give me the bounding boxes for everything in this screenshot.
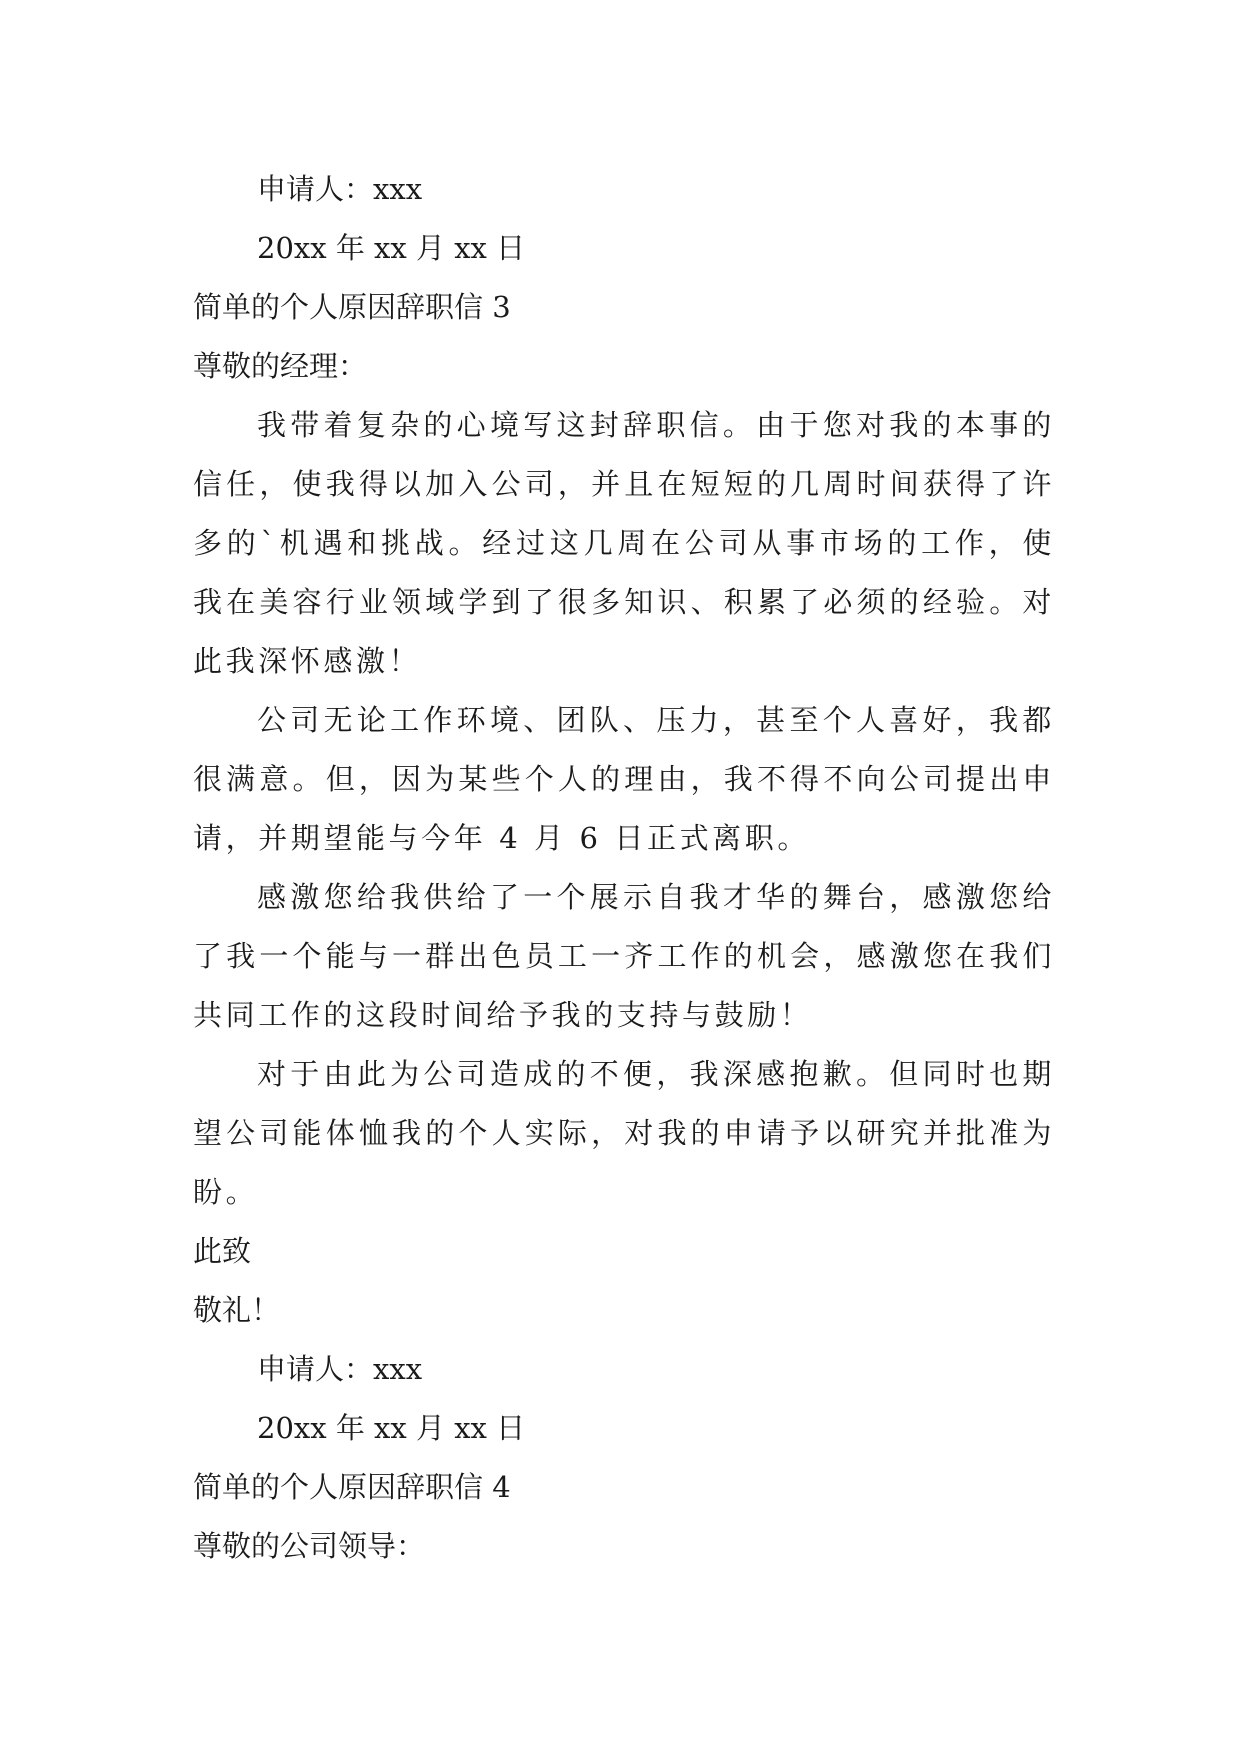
salutation: 尊敬的经理： (193, 349, 368, 383)
body-paragraph: 对于由此为公司造成的不便，我深感抱歉。但同时也期望公司能体恤我的个人实际，对我的申请予以研究并批准为盼。 (193, 1057, 1055, 1209)
letter-title: 简单的个人原因辞职信 4 (193, 1470, 511, 1504)
applicant-signature: 申请人：xxx (257, 172, 423, 206)
body-paragraph: 我带着复杂的心境写这封辞职信。由于您对我的本事的信任，使我得以加入公司，并且在短短的几周时间获得了许多的`机遇和挑战。经过这几周在公司从事市场的工作，使我在美容行业领域学到了很多知识、积累了必须的经验。对此我深怀感激！ (193, 408, 1055, 678)
salutation: 尊敬的公司领导： (193, 1529, 426, 1563)
body-paragraph: 公司无论工作环境、团队、压力，甚至个人喜好，我都很满意。但，因为某些个人的理由，我不得不向公司提出申请，并期望能与今年 4 月 6 日正式离职。 (193, 703, 1055, 855)
letter-date: 20xx 年 xx 月 xx 日 (257, 1411, 526, 1445)
body-paragraph: 感激您给我供给了一个展示自我才华的舞台，感激您给了我一个能与一群出色员工一齐工作的机会，感激您在我们共同工作的这段时间给予我的支持与鼓励！ (193, 880, 1055, 1032)
letter-title: 简单的个人原因辞职信 3 (193, 290, 511, 324)
letter-date: 20xx 年 xx 月 xx 日 (257, 231, 526, 265)
closing-salute: 敬礼！ (193, 1293, 281, 1327)
closing-phrase: 此致 (193, 1234, 252, 1268)
applicant-signature: 申请人：xxx (257, 1352, 423, 1386)
document-body (193, 160, 1055, 1576)
